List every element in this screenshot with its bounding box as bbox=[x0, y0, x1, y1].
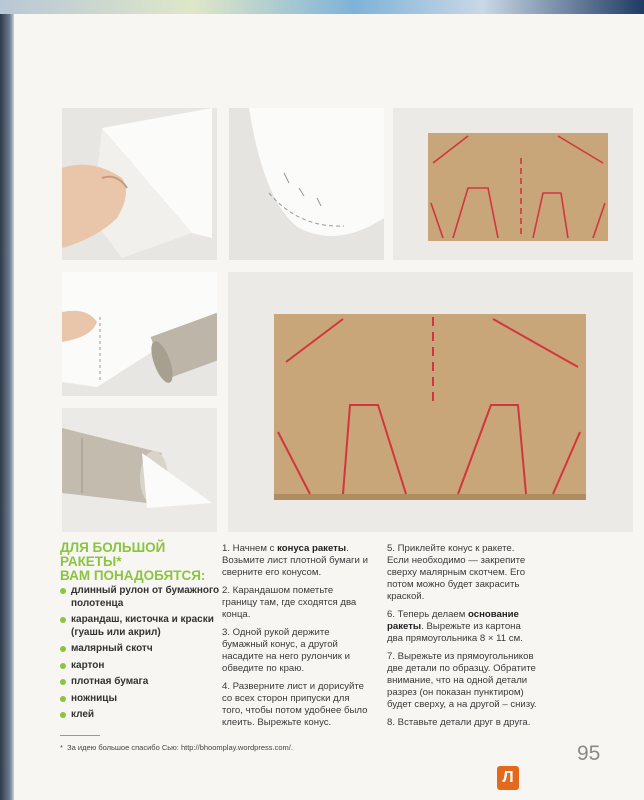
list-item: клей bbox=[60, 709, 220, 722]
step-6-bold: основание ракеты bbox=[387, 609, 519, 632]
top-strip bbox=[0, 0, 644, 14]
step-7: 7. Вырежьте из прямоугольников две детали по образцу. Обратите внимание, что на одной детали разрез (он показан пунктиром) будет сверху, а на другой – снизу. bbox=[387, 651, 537, 710]
step-5: 5. Приклейте конус к ракете. Если необходимо — закрепите сверху малярным скотчем. Его потом можно будет закрасить краской. bbox=[387, 543, 526, 602]
photo-cone-on-roll bbox=[62, 272, 217, 396]
step-6-text-a: 6. Теперь делаем bbox=[387, 609, 468, 620]
step-6-text-b: . Вырежьте из картона два прямоугольника 8 × 11 см. bbox=[387, 621, 523, 644]
footnote-rule bbox=[60, 735, 100, 736]
step-2: 2. Карандашом пометьте границу там, где сходятся два конца. bbox=[222, 585, 357, 620]
list-item: карандаш, кисточка и краски (гуашь или акрил) bbox=[60, 614, 220, 639]
step-8: 8. Вставьте детали друг в друга. bbox=[387, 717, 531, 728]
photo-cardboard-small bbox=[393, 108, 633, 260]
list-item: малярный скотч bbox=[60, 643, 220, 656]
photo-rocket-tip bbox=[62, 408, 217, 532]
book-spine bbox=[0, 14, 14, 800]
footnote-text: За идею большое спасибо Сью: http://bhoomplay.wordpress.com/. bbox=[67, 743, 293, 752]
step-3: 3. Одной рукой держите бумажный конус, а другой насадите на него рулончик и обведите по краю. bbox=[222, 627, 350, 674]
step-1-text-a: 1. Начнем с bbox=[222, 543, 278, 554]
step-1-bold: конуса ракеты bbox=[277, 543, 347, 554]
list-item: картон bbox=[60, 660, 220, 673]
photo-paper-semicircle bbox=[229, 108, 384, 260]
steps-column-1 bbox=[222, 543, 370, 735]
step-6 bbox=[387, 609, 537, 645]
steps-column-2 bbox=[387, 543, 537, 735]
step-1 bbox=[222, 543, 370, 579]
footnote-mark: * bbox=[60, 743, 63, 752]
photo-paper-cone bbox=[62, 108, 217, 260]
heading-line-2: ВАМ ПОНАДОБЯТСЯ: bbox=[60, 568, 206, 583]
footnote bbox=[60, 743, 293, 752]
step-1-text-b: . Возьмите лист плотной бумаги и сверните его конусом. bbox=[222, 543, 368, 578]
page-number: 95 bbox=[577, 742, 601, 765]
step-4: 4. Разверните лист и дорисуйте со всех сторон припуски для того, чтобы потом удобнее было клеить. Вырежьте конус. bbox=[222, 681, 368, 728]
materials-list bbox=[60, 585, 220, 726]
list-item: длинный рулон от бумажного полотенца bbox=[60, 585, 220, 610]
publisher-logo: Л bbox=[497, 766, 519, 790]
heading-line-1: ДЛЯ БОЛЬШОЙ РАКЕТЫ* bbox=[60, 540, 166, 569]
list-item: ножницы bbox=[60, 693, 220, 706]
photo-cardboard-large bbox=[228, 272, 633, 532]
materials-heading bbox=[60, 541, 210, 583]
list-item: плотная бумага bbox=[60, 676, 220, 689]
